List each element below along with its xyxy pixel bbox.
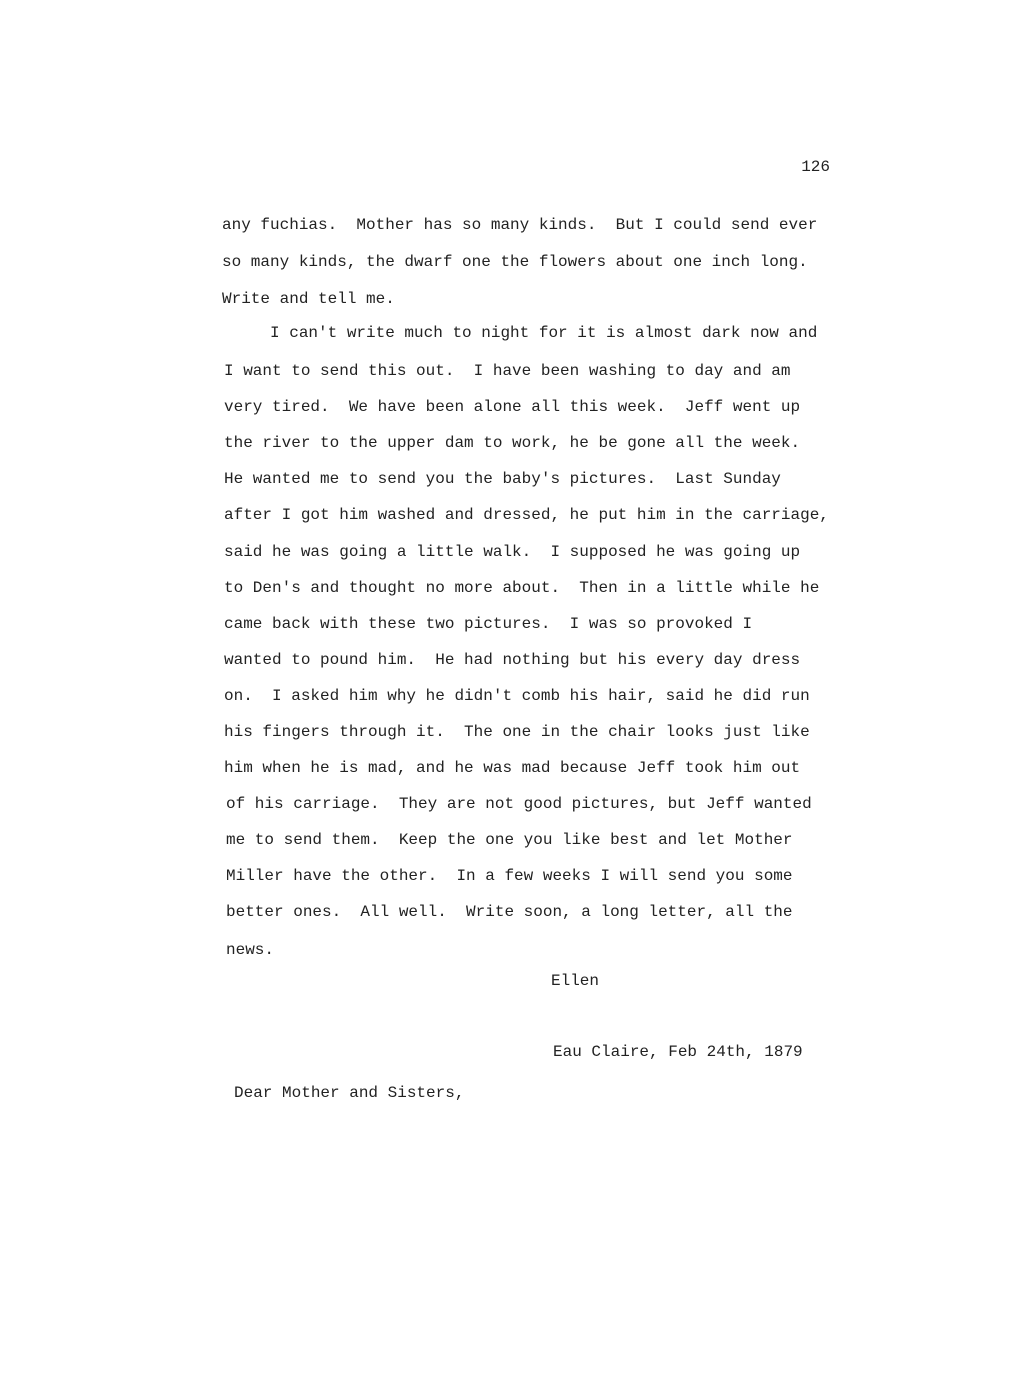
letter-line: said he was going a little walk. I supposed he was going up bbox=[224, 543, 801, 561]
letter-line: to Den's and thought no more about. Then in a little while he bbox=[224, 579, 820, 597]
letter-line: the river to the upper dam to work, he be gone all the week. bbox=[224, 434, 801, 452]
letter-line: better ones. All well. Write soon, a long letter, all the bbox=[226, 903, 793, 921]
letter-line: Write and tell me. bbox=[222, 290, 395, 308]
dateline: Eau Claire, Feb 24th, 1879 bbox=[553, 1043, 803, 1061]
letter-line: after I got him washed and dressed, he put him in the carriage, bbox=[224, 506, 829, 524]
letter-line: I want to send this out. I have been washing to day and am bbox=[224, 362, 791, 380]
letter-line: him when he is mad, and he was mad because Jeff took him out bbox=[224, 759, 801, 777]
letter-line: any fuchias. Mother has so many kinds. But I could send ever bbox=[222, 216, 818, 234]
letter-line: very tired. We have been alone all this week. Jeff went up bbox=[224, 398, 801, 416]
letter-line: Miller have the other. In a few weeks I will send you some bbox=[226, 867, 793, 885]
signature: Ellen bbox=[551, 972, 600, 990]
letter-line: his fingers through it. The one in the chair looks just like bbox=[224, 723, 810, 741]
page-number: 126 bbox=[801, 158, 830, 176]
letter-line: me to send them. Keep the one you like best and let Mother bbox=[226, 831, 793, 849]
letter-line: I can't write much to night for it is almost dark now and bbox=[222, 324, 818, 342]
salutation: Dear Mother and Sisters, bbox=[234, 1084, 465, 1102]
letter-line: He wanted me to send you the baby's pictures. Last Sunday bbox=[224, 470, 781, 488]
letter-line: of his carriage. They are not good pictures, but Jeff wanted bbox=[226, 795, 812, 813]
letter-line: wanted to pound him. He had nothing but his every day dress bbox=[224, 651, 801, 669]
letter-line: news. bbox=[226, 941, 275, 959]
letter-line: so many kinds, the dwarf one the flowers about one inch long. bbox=[222, 253, 808, 271]
letter-line: came back with these two pictures. I was so provoked I bbox=[224, 615, 753, 633]
letter-line: on. I asked him why he didn't comb his hair, said he did run bbox=[224, 687, 810, 705]
